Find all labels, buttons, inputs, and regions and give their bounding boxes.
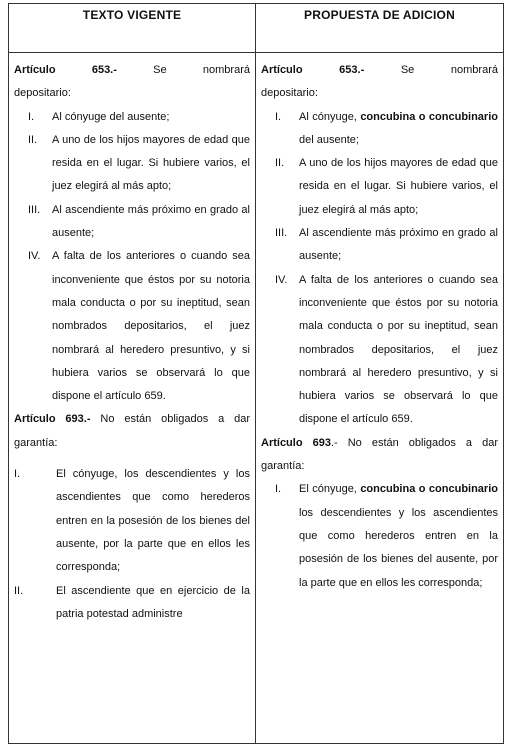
item-text: A falta de los anteriores o cuando sea inconveniente que éstos por su notoria mala conducta o por su ineptitud, sean nombrados depositarios, el juez nombrará al heredero presuntivo, y si hubiera varios se observará lo que dispone el artículo 659. — [299, 273, 498, 426]
item-text-post: los descendientes y los ascendientes que como herederos entren en la posesión de los bienes del ausente, por la parte que en ellos les corresponda; — [299, 506, 498, 589]
list-item — [261, 106, 498, 153]
article-label: Artículo — [14, 64, 56, 76]
article-word-se: Se — [400, 64, 415, 76]
item-number: I. — [14, 468, 21, 481]
item-text-added: concubina o concubinario — [360, 110, 498, 123]
item-text: A uno de los hijos mayores de edad que resida en el lugar. Si hubiere varios, el juez elegirá al más apto; — [299, 157, 498, 216]
article-693-list — [261, 478, 498, 594]
item-text: A falta de los anteriores o cuando sea inconveniente que éstos por su notoria mala conducta o por su ineptitud, sean nombrados depositarios, el juez nombrará al heredero presuntivo, y si hubiera varios se observará lo que dispone el artículo 659. — [52, 250, 250, 403]
header-propuesta-adicion: PROPUESTA DE ADICION — [256, 4, 504, 53]
item-text: El cónyuge, los descendientes y los ascendientes que como herederos entren en la posesión de los bienes del ausente, por la parte que en ellos les corresponda; — [56, 468, 250, 574]
item-text-pre: Al cónyuge, — [299, 110, 361, 123]
item-text: Al ascendiente más próximo en grado al ausente; — [52, 203, 250, 240]
article-693-label: Artículo 693 — [261, 436, 331, 449]
list-item — [14, 106, 250, 129]
article-word-se: Se — [153, 64, 167, 76]
item-text: A uno de los hijos mayores de edad que resida en el lugar. Si hubiere varios, el juez elegirá al más apto; — [52, 133, 250, 193]
article-653-continuation: depositario: — [261, 87, 318, 100]
item-number: II. — [28, 133, 38, 146]
list-item — [14, 199, 250, 246]
article-693-text: No están obligados a dar garantía: — [14, 413, 250, 449]
article-653-list — [14, 106, 250, 409]
item-text — [299, 106, 498, 153]
article-693-label: Artículo 693.- — [14, 413, 91, 426]
item-number: III. — [28, 203, 41, 216]
article-693-text: .- No están obligados a dar garantía: — [261, 436, 498, 473]
item-text-post: del ausente; — [299, 133, 359, 146]
article-653-heading — [14, 59, 250, 82]
item-number: I. — [275, 483, 282, 496]
item-text — [299, 478, 498, 594]
item-text: Al cónyuge del ausente; — [52, 110, 170, 123]
article-653-continuation: depositario: — [14, 87, 71, 100]
article-word-nombrara: nombrará — [202, 64, 250, 76]
column-propuesta-adicion — [256, 53, 504, 744]
item-text: Al ascendiente más próximo en grado al ausente; — [299, 227, 498, 263]
item-text: El ascendiente que en ejercicio de la patria potestad administre — [56, 584, 250, 620]
list-item — [261, 152, 498, 222]
list-item — [14, 245, 250, 408]
item-number: I. — [275, 110, 282, 123]
item-text-pre: El cónyuge, — [299, 483, 361, 496]
list-item — [261, 222, 498, 269]
item-number: II. — [14, 584, 24, 597]
article-label: Artículo — [261, 64, 303, 76]
comparison-table — [8, 3, 504, 744]
article-653-list — [261, 106, 498, 432]
list-item — [14, 463, 250, 579]
item-number: IV. — [275, 273, 288, 286]
column-texto-vigente — [9, 53, 256, 744]
article-693-paragraph — [14, 408, 250, 455]
item-number: III. — [275, 227, 288, 240]
list-item — [14, 129, 250, 199]
list-item — [261, 269, 498, 432]
article-word-nombrara: nombrará — [450, 64, 498, 76]
header-texto-vigente: TEXTO VIGENTE — [9, 4, 256, 53]
article-693-paragraph — [261, 432, 498, 479]
item-number: IV. — [28, 250, 41, 263]
article-693-list — [14, 463, 250, 626]
item-number: II. — [275, 157, 285, 170]
list-item — [261, 478, 498, 594]
list-item — [14, 580, 250, 627]
article-653-heading — [261, 59, 498, 82]
article-number: 653.- — [91, 64, 117, 76]
item-number: I. — [28, 110, 35, 123]
article-number: 653.- — [339, 64, 365, 76]
item-text-added: concubina o concubinario — [360, 483, 498, 496]
